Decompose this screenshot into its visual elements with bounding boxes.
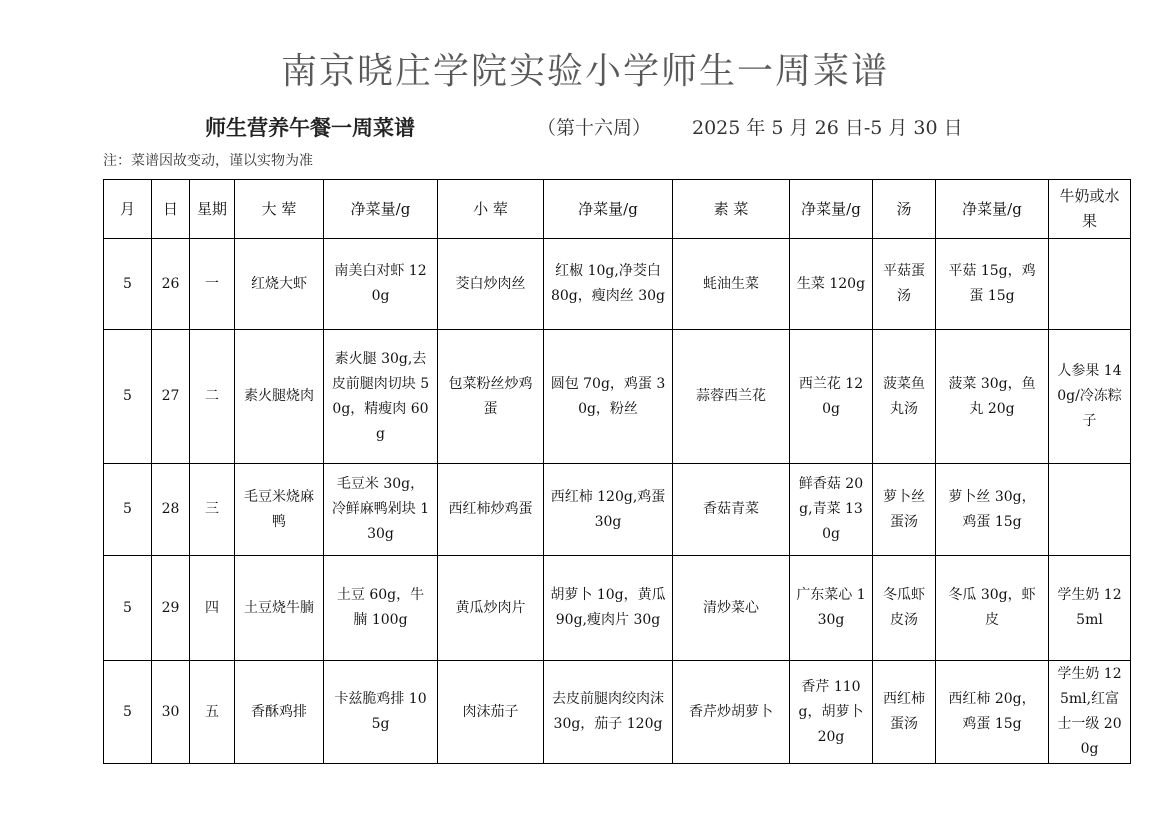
cell-month: 5: [104, 239, 152, 330]
table-header-row: [104, 180, 1131, 239]
cell-soup-qty: 西红柿 20g，鸡蛋 15g: [936, 661, 1049, 764]
header-soup-qty: 净菜量/g: [936, 180, 1049, 239]
cell-side-meat: 黄瓜炒肉片: [438, 556, 544, 661]
cell-veg-qty: 西兰花 120g: [790, 330, 873, 464]
cell-soup: 菠菜鱼丸汤: [873, 330, 936, 464]
cell-side-meat-qty: 西红柿 120g,鸡蛋 30g: [544, 464, 673, 556]
subtitle: 师生营养午餐一周菜谱: [205, 115, 415, 140]
cell-veg-qty: 鲜香菇 20g,青菜 130g: [790, 464, 873, 556]
cell-month: 5: [104, 330, 152, 464]
cell-side-meat-qty: 红椒 10g,净茭白 80g，瘦肉丝 30g: [544, 239, 673, 330]
cell-day: 26: [152, 239, 190, 330]
table-row: [104, 464, 1131, 556]
cell-milk-or-fruit: 学生奶 125ml,红富士一级 200g: [1049, 661, 1131, 764]
cell-veg-qty: 生菜 120g: [790, 239, 873, 330]
cell-day: 29: [152, 556, 190, 661]
table-row: [104, 239, 1131, 330]
cell-veg-qty: 香芹 110g，胡萝卜 20g: [790, 661, 873, 764]
cell-veg: 香芹炒胡萝卜: [673, 661, 790, 764]
cell-weekday: 二: [190, 330, 235, 464]
cell-veg: 蒜蓉西兰花: [673, 330, 790, 464]
cell-side-meat-qty: 胡萝卜 10g，黄瓜 90g,瘦肉片 30g: [544, 556, 673, 661]
header-weekday: 星期: [190, 180, 235, 239]
table-row: [104, 556, 1131, 661]
cell-side-meat-qty: 圆包 70g，鸡蛋 30g，粉丝: [544, 330, 673, 464]
cell-milk-or-fruit: [1049, 239, 1131, 330]
cell-soup-qty: 冬瓜 30g，虾皮: [936, 556, 1049, 661]
header-side-meat: 小 荤: [438, 180, 544, 239]
cell-main-meat-qty: 卡兹脆鸡排 105g: [324, 661, 438, 764]
cell-milk-or-fruit: [1049, 464, 1131, 556]
cell-weekday: 三: [190, 464, 235, 556]
cell-soup: 萝卜丝蛋汤: [873, 464, 936, 556]
menu-note: 注：菜谱因故变动，谨以实物为准: [103, 153, 313, 169]
date-range: 2025 年 5 月 26 日-5 月 30 日: [692, 117, 963, 139]
header-side-meat-qty: 净菜量/g: [544, 180, 673, 239]
cell-side-meat: 肉沫茄子: [438, 661, 544, 764]
cell-side-meat: 茭白炒肉丝: [438, 239, 544, 330]
cell-soup: 西红柿蛋汤: [873, 661, 936, 764]
cell-side-meat: 包菜粉丝炒鸡蛋: [438, 330, 544, 464]
cell-milk-or-fruit: 学生奶 125ml: [1049, 556, 1131, 661]
cell-day: 30: [152, 661, 190, 764]
week-label: （第十六周）: [537, 117, 652, 139]
cell-main-meat: 红烧大虾: [235, 239, 324, 330]
header-milk-or-fruit: 牛奶或水果: [1049, 180, 1131, 239]
cell-main-meat-qty: 毛豆米 30g，冷鲜麻鸭剁块 130g: [324, 464, 438, 556]
cell-main-meat: 香酥鸡排: [235, 661, 324, 764]
header-veg: 素 菜: [673, 180, 790, 239]
header-main-meat-qty: 净菜量/g: [324, 180, 438, 239]
cell-main-meat-qty: 土豆 60g，牛腩 100g: [324, 556, 438, 661]
cell-milk-or-fruit: 人参果 140g/冷冻粽子: [1049, 330, 1131, 464]
cell-weekday: 五: [190, 661, 235, 764]
header-main-meat: 大 荤: [235, 180, 324, 239]
cell-soup: 平菇蛋汤: [873, 239, 936, 330]
header-veg-qty: 净菜量/g: [790, 180, 873, 239]
cell-day: 28: [152, 464, 190, 556]
cell-weekday: 四: [190, 556, 235, 661]
cell-soup-qty: 萝卜丝 30g，鸡蛋 15g: [936, 464, 1049, 556]
cell-veg: 蚝油生菜: [673, 239, 790, 330]
cell-soup-qty: 平菇 15g，鸡蛋 15g: [936, 239, 1049, 330]
cell-main-meat: 土豆烧牛腩: [235, 556, 324, 661]
weekly-menu-table: [103, 179, 1131, 764]
cell-day: 27: [152, 330, 190, 464]
cell-main-meat-qty: 素火腿 30g,去皮前腿肉切块 50g，精瘦肉 60g: [324, 330, 438, 464]
cell-month: 5: [104, 556, 152, 661]
header-month: 月: [104, 180, 152, 239]
page-title: 南京晓庄学院实验小学师生一周菜谱: [280, 51, 889, 92]
header-day: 日: [152, 180, 190, 239]
cell-veg: 香菇青菜: [673, 464, 790, 556]
cell-month: 5: [104, 464, 152, 556]
cell-month: 5: [104, 661, 152, 764]
cell-main-meat-qty: 南美白对虾 120g: [324, 239, 438, 330]
cell-side-meat-qty: 去皮前腿肉绞肉沫 30g，茄子 120g: [544, 661, 673, 764]
table-row: [104, 330, 1131, 464]
cell-veg-qty: 广东菜心 130g: [790, 556, 873, 661]
cell-main-meat: 素火腿烧肉: [235, 330, 324, 464]
table-row: [104, 661, 1131, 764]
header-soup: 汤: [873, 180, 936, 239]
cell-veg: 清炒菜心: [673, 556, 790, 661]
cell-side-meat: 西红柿炒鸡蛋: [438, 464, 544, 556]
subtitle-row: [0, 113, 1170, 143]
cell-soup: 冬瓜虾皮汤: [873, 556, 936, 661]
cell-weekday: 一: [190, 239, 235, 330]
cell-soup-qty: 菠菜 30g，鱼丸 20g: [936, 330, 1049, 464]
cell-main-meat: 毛豆米烧麻鸭: [235, 464, 324, 556]
